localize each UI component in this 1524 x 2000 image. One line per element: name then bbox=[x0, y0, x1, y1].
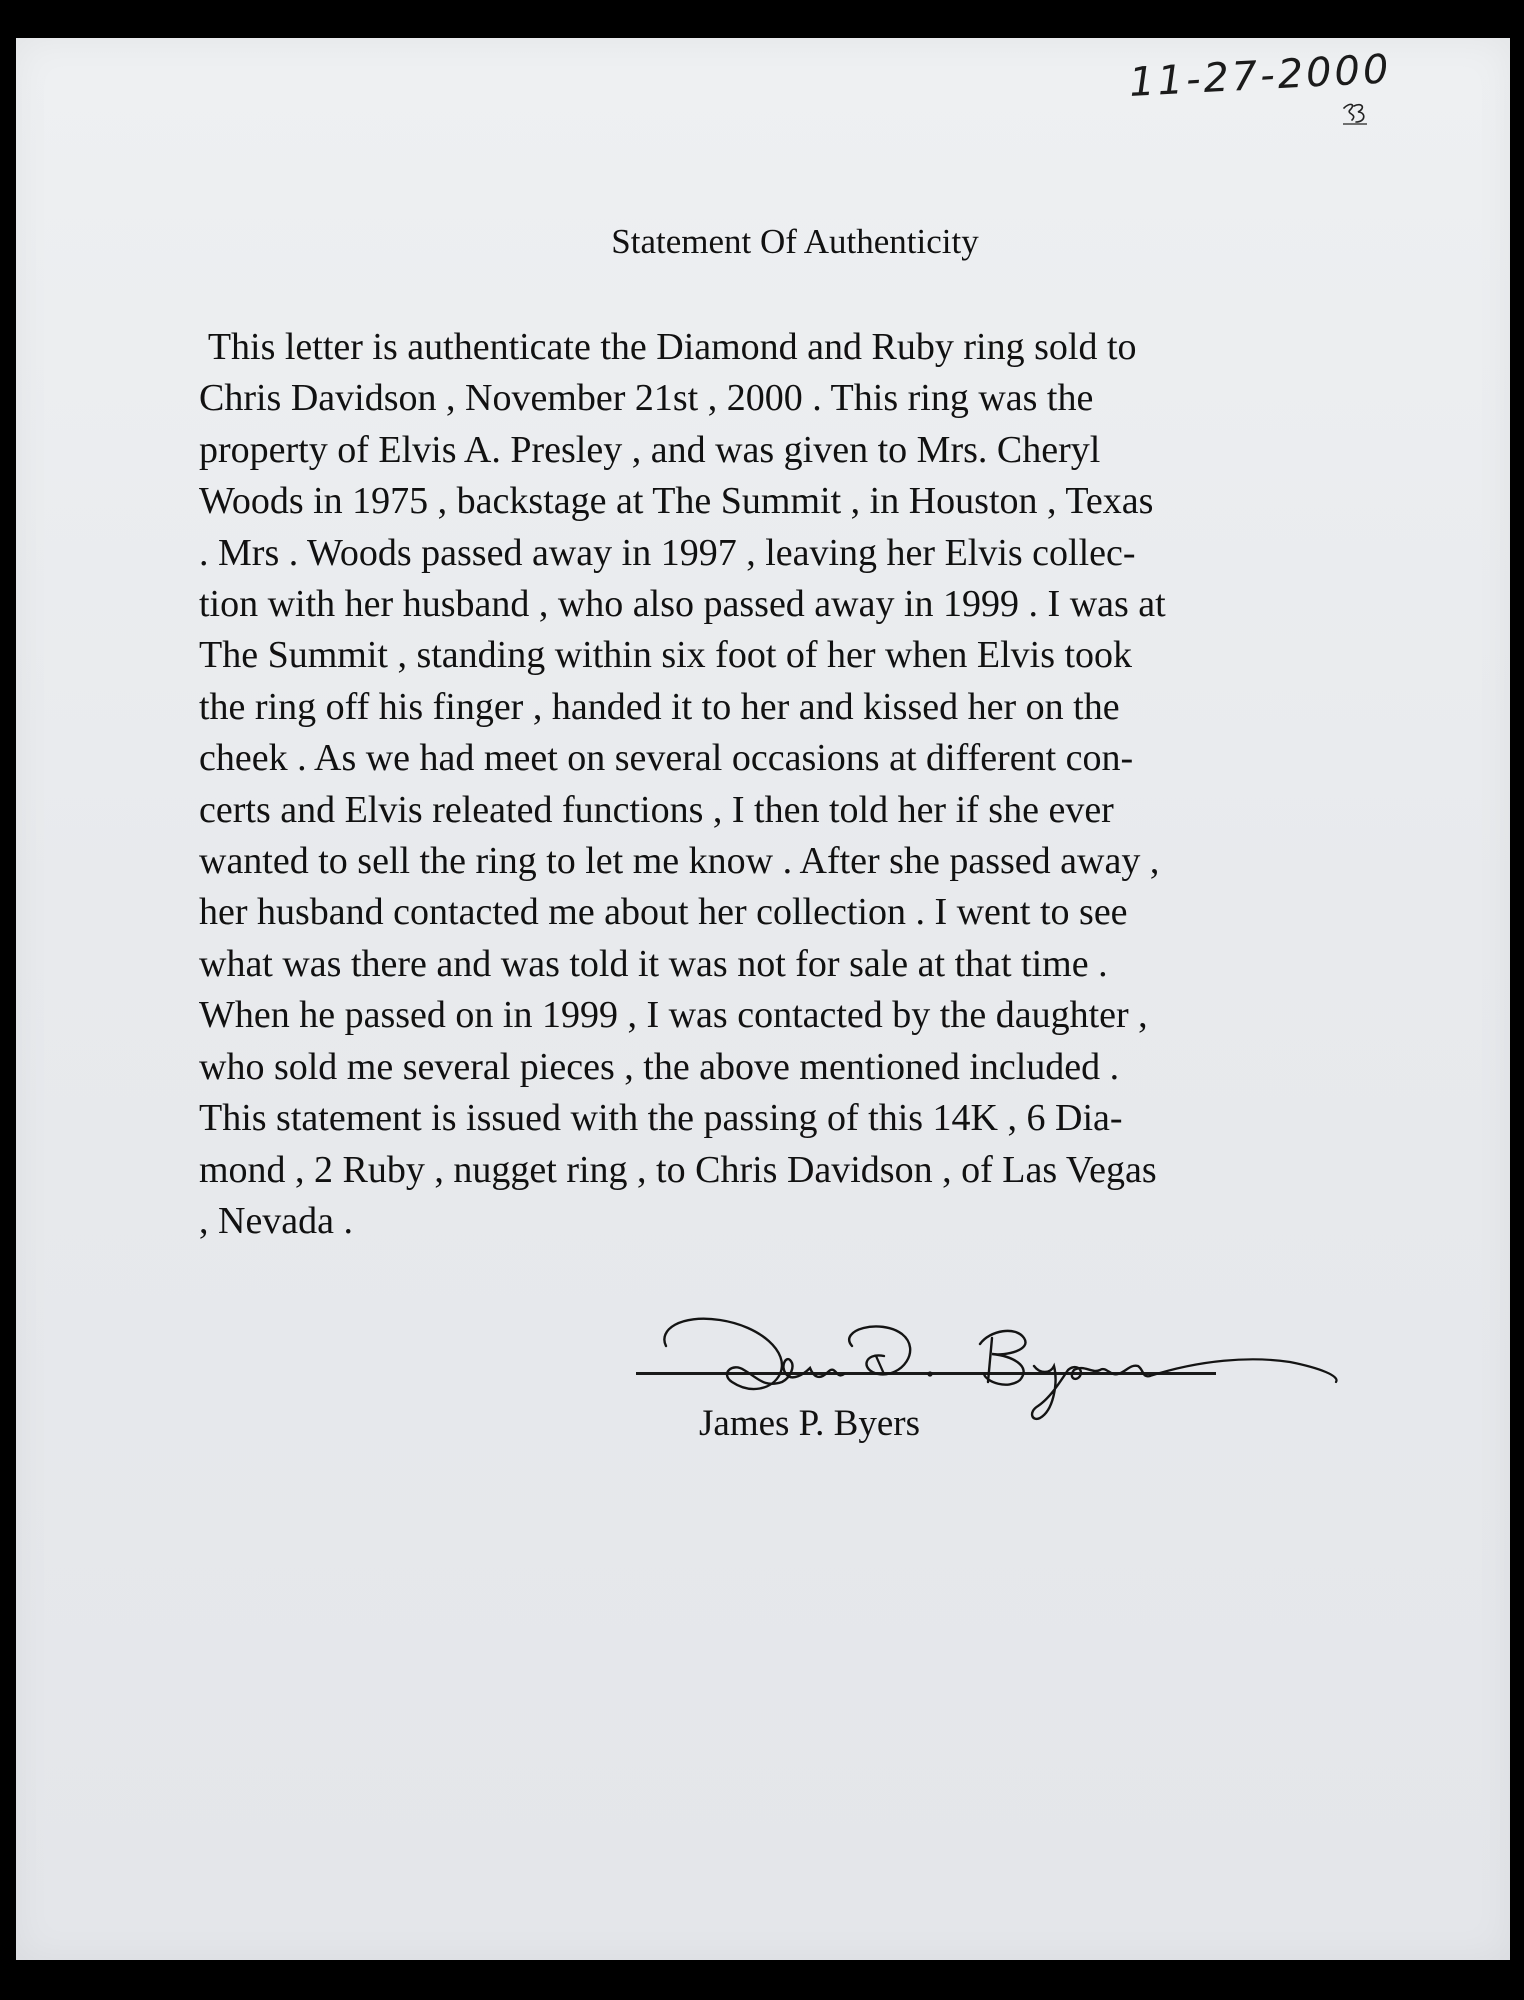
body-line: what was there and was told it was not for sale at that time . bbox=[199, 942, 1108, 985]
body-line: certs and Elvis releated functions , I then told her if she ever bbox=[199, 788, 1114, 831]
letter-body bbox=[199, 322, 1359, 1247]
body-line: the ring off his finger , handed it to her and kissed her on the bbox=[199, 685, 1120, 728]
handwritten-initials bbox=[1340, 100, 1370, 128]
body-line: property of Elvis A. Presley , and was given to Mrs. Cheryl bbox=[199, 428, 1101, 471]
document-title: Statement Of Authenticity bbox=[611, 222, 979, 261]
signer-name: James P. Byers bbox=[699, 1403, 920, 1444]
body-line: , Nevada . bbox=[199, 1199, 354, 1242]
body-line: Chris Davidson , November 21st , 2000 . This ring was the bbox=[199, 377, 1094, 420]
body-line: mond , 2 Ruby , nugget ring , to Chris Davidson , of Las Vegas bbox=[199, 1148, 1157, 1191]
body-line: . Mrs . Woods passed away in 1997 , leaving her Elvis collec- bbox=[199, 531, 1136, 574]
body-line: cheek . As we had meet on several occasions at different con- bbox=[199, 737, 1134, 780]
body-line: who sold me several pieces , the above mentioned included . bbox=[199, 1045, 1120, 1088]
body-line: tion with her husband , who also passed away in 1999 . I was at bbox=[199, 583, 1166, 626]
body-line: This letter is authenticate the Diamond and Ruby ring sold to bbox=[199, 326, 1137, 368]
handwritten-date: 11-27-2000 bbox=[1128, 46, 1393, 106]
body-line: wanted to sell the ring to let me know . After she passed away , bbox=[199, 840, 1160, 883]
body-line: Woods in 1975 , backstage at The Summit , in Houston , Texas bbox=[199, 480, 1154, 523]
body-line: her husband contacted me about her collection . I went to see bbox=[199, 891, 1128, 934]
body-line: The Summit , standing within six foot of her when Elvis took bbox=[199, 634, 1133, 677]
body-line: When he passed on in 1999 , I was contacted by the daughter , bbox=[199, 994, 1148, 1037]
body-line: This statement is issued with the passing of this 14K , 6 Dia- bbox=[199, 1097, 1123, 1140]
